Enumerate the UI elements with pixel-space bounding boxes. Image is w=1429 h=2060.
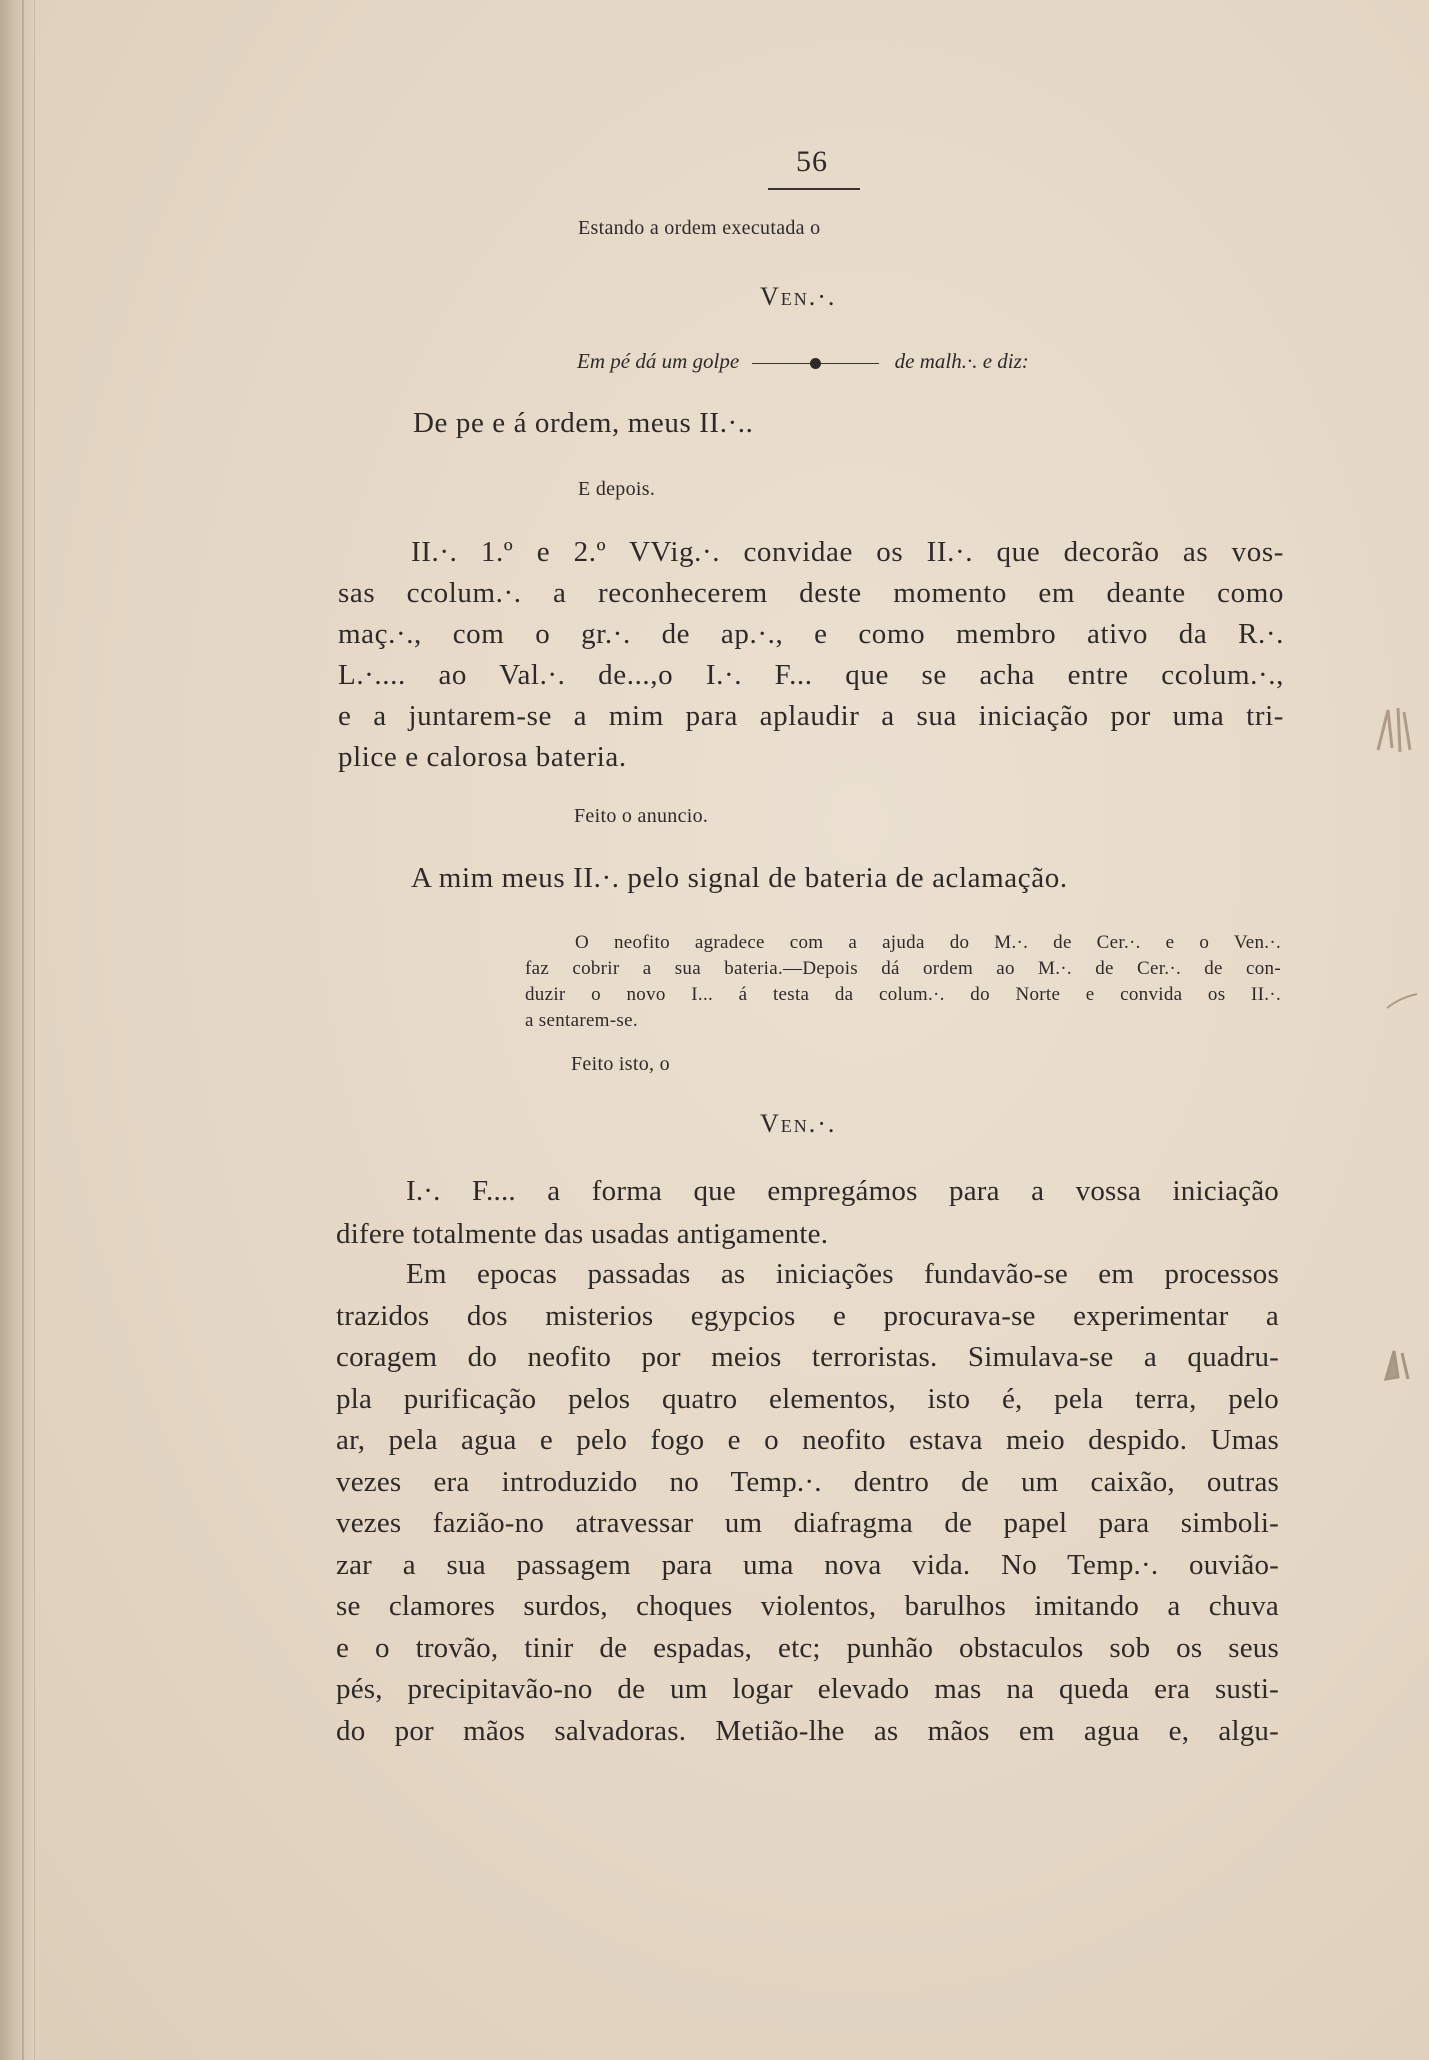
- speech-1: De pe e á ordem, meus II.·..: [413, 407, 754, 439]
- speech-5-line: vezes fazião-no atravessar um diafragma de papel para simboli-: [336, 1507, 1279, 1539]
- margin-bleed-mark-middle: [1385, 990, 1421, 1014]
- speech-5-line: Em epocas passadas as iniciações fundavão-se em processos: [406, 1258, 1279, 1290]
- stage-direction-6: Feito isto, o: [571, 1053, 670, 1075]
- dash-line-right: [821, 363, 879, 364]
- speech-2-line: e a juntarem-se a mim para aplaudir a sua iniciação por uma tri-: [338, 700, 1284, 732]
- stage-direction-5-line: duzir o novo I... á testa da colum.·. do Norte e convida os II.·.: [525, 984, 1281, 1005]
- speech-5-line: e o trovão, tinir de espadas, etc; punhão obstaculos sob os seus: [336, 1631, 1279, 1664]
- page-number-rule: [768, 188, 860, 190]
- speech-5-line: se clamores surdos, choques violentos, barulhos imitando a chuva: [336, 1590, 1279, 1622]
- margin-bleed-mark-top: [1370, 700, 1420, 760]
- stage-direction-2-right: de malh.·. e diz:: [894, 349, 1029, 373]
- speech-2-line: maç.·., com o gr.·. de ap.·., e como membro ativo da R.·.: [338, 618, 1284, 650]
- page-number: 56: [796, 145, 828, 178]
- stage-direction-5: [525, 930, 1281, 1034]
- speech-5-line: zar a sua passagem para uma nova vida. No Temp.·. ouvião-: [336, 1548, 1279, 1581]
- stage-direction-5-line: O neofito agradece com a ajuda do M.·. de Cer.·. e o Ven.·.: [575, 932, 1281, 953]
- mallet-dot-icon: [810, 358, 821, 369]
- margin-bleed-mark-bottom: [1380, 1345, 1420, 1385]
- speech-3: A mim meus II.·. pelo signal de bateria de aclamação.: [411, 862, 1068, 894]
- speech-4-line: difere totalmente das usadas antigamente.: [336, 1218, 829, 1250]
- speech-5-line: vezes era introduzido no Temp.·. dentro de um caixão, outras: [336, 1465, 1279, 1498]
- speaker-ven-1: Ven.·.: [760, 282, 837, 311]
- speech-2-line: plice e calorosa bateria.: [338, 741, 627, 773]
- stage-direction-2: [577, 349, 1029, 374]
- speech-4: [336, 1170, 1279, 1256]
- speech-5-line: pla purificação pelos quatro elementos, isto é, pela terra, pelo: [336, 1382, 1279, 1415]
- speaker-ven-2: Ven.·.: [760, 1109, 837, 1138]
- speech-5: [336, 1254, 1279, 1752]
- speech-5-line: ar, pela agua e pelo fogo e o neofito estava meio despido. Umas: [336, 1424, 1279, 1456]
- stage-direction-1: Estando a ordem executada o: [578, 217, 821, 239]
- stage-direction-5-line: a sentarem-se.: [525, 1010, 638, 1031]
- dash-line-left: [752, 363, 810, 364]
- speech-2: [338, 532, 1284, 778]
- book-binding-edge: [0, 0, 35, 2060]
- speech-4-line: I.·. F.... a forma que empregámos para a vossa iniciação: [406, 1175, 1279, 1207]
- stage-direction-3: E depois.: [578, 478, 656, 500]
- speech-5-line: pés, precipitavão-no de um logar elevado mas na queda era susti-: [336, 1673, 1279, 1705]
- speech-2-line: sas ccolum.·. a reconhecerem deste momento em deante como: [338, 577, 1284, 609]
- stage-direction-4: Feito o anuncio.: [574, 805, 709, 827]
- speech-5-line: trazidos dos misterios egypcios e procurava-se experimentar a: [336, 1299, 1279, 1332]
- stage-direction-2-left: Em pé dá um golpe: [577, 349, 740, 373]
- stage-direction-5-line: faz cobrir a sua bateria.—Depois dá ordem ao M.·. de Cer.·. de con-: [525, 958, 1281, 979]
- speech-2-line: L.·.... ao Val.·. de...,o I.·. F... que se acha entre ccolum.·.,: [338, 659, 1284, 691]
- speech-5-line: do por mãos salvadoras. Metião-lhe as mãos em agua e, algu-: [336, 1714, 1279, 1747]
- speech-2-line: II.·. 1.º e 2.º VVig.·. convidae os II.·. que decorão as vos-: [411, 536, 1284, 568]
- speech-5-line: coragem do neofito por meios terroristas. Simulava-se a quadru-: [336, 1341, 1279, 1373]
